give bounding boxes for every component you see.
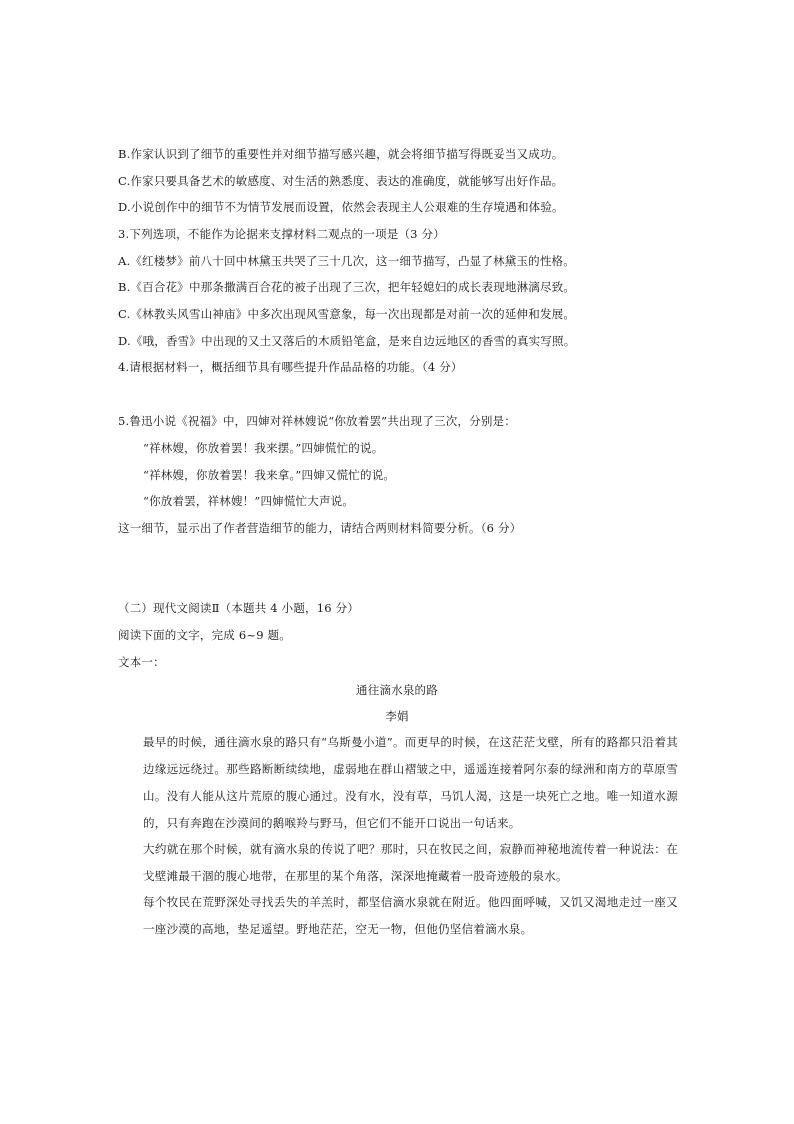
paragraph-text: 最早的时候，通往滴水泉的路只有“乌斯曼小道”。而更早的时候，在这茫茫戈壁，所有的路都只沿着其边缘远远绕过。那些路断断续续地，虚弱地在群山褶皱之中，遥遥连接着阿尔泰的绿洲和南方的草原雪山。没有人能从这片荒原的腹心通过。没有水，没有草，马饥人渴，这是一块死亡之地。唯一知道水源的，只有奔跑在沙漠间的鹅喉羚与野马，但它们不能开口说出一句话来。 [143, 735, 678, 830]
article-paragraph-3 [118, 889, 678, 943]
q4-stem: 4.请根据材料一，概括细节具有哪些提升作品品格的功能。（4 分） [118, 360, 463, 374]
q3-option-d: D.《哦，香雪》中出现的又土又落后的木质铅笔盒，是来自边远地区的香雪的真实写照。 [118, 334, 576, 348]
q2-option-b: B.作家认识到了细节的重要性并对细节描写感兴趣，就会将细节描写得既妥当又成功。 [118, 147, 564, 161]
q3-option-c: C.《林教头风雪山神庙》中多次出现风雪意象，每一次出现都是对前一次的延伸和发展。 [118, 307, 576, 321]
q5-quote-1: “祥林嫂，你放着罢！我来摆。”四婶慌忙的说。 [143, 441, 384, 455]
q5-end: 这一细节，显示出了作者营造细节的能力，请结合两则材料简要分析。（6 分） [118, 521, 522, 535]
q2-option-d: D.小说创作中的细节不为情节发展而设置，依然会表现主人公艰难的生存境遇和体验。 [118, 200, 564, 214]
article-paragraph-1 [118, 729, 678, 837]
q5-stem: 5.鲁迅小说《祝福》中，四婶对祥林嫂说“你放着罢”共出现了三次，分别是： [118, 414, 516, 428]
section2-instruction: 阅读下面的文字，完成 6~9 题。 [118, 628, 291, 642]
section2-heading: （二）现代文阅读Ⅱ（本题共 4 小题，16 分） [118, 601, 360, 615]
article-paragraph-2 [118, 836, 678, 890]
article-author: 李娟 [385, 709, 409, 723]
paragraph-text: 大约就在那个时候，就有滴水泉的传说了吧？那时，只在牧民之间，寂静而神秘地流传着一种说法：在戈壁滩最干涸的腹心地带，在那里的某个角落，深深地掩藏着一股奇迹般的泉水。 [143, 842, 678, 883]
text-label: 文本一： [118, 655, 165, 669]
q2-option-c: C.作家只要具备艺术的敏感度、对生活的熟悉度、表达的准确度，就能够写出好作品。 [118, 174, 564, 188]
q5-quote-2: “祥林嫂，你放着罢！我来拿。”四婶又慌忙的说。 [143, 468, 396, 482]
q5-quote-3: “你放着罢，祥林嫂！”四婶慌忙大声说。 [143, 494, 355, 508]
q3-option-b: B.《百合花》中那条撒满百合花的被子出现了三次，把年轻媳妇的成长表现地淋漓尽致。 [118, 280, 576, 294]
paragraph-text: 每个牧民在荒野深处寻找丢失的羊羔时，都坚信滴水泉就在附近。他四面呼喊，又饥又渴地走过一座又一座沙漠的高地，垫足遥望。野地茫茫，空无一物，但他仍坚信着滴水泉。 [143, 895, 678, 936]
q3-stem: 3.下列选项，不能作为论据来支撑材料二观点的一项是（3 分） [118, 227, 445, 241]
q3-option-a: A.《红楼梦》前八十回中林黛玉共哭了三十几次，这一细节描写，凸显了林黛玉的性格。 [118, 254, 575, 268]
article-title: 通往滴水泉的路 [356, 683, 438, 697]
